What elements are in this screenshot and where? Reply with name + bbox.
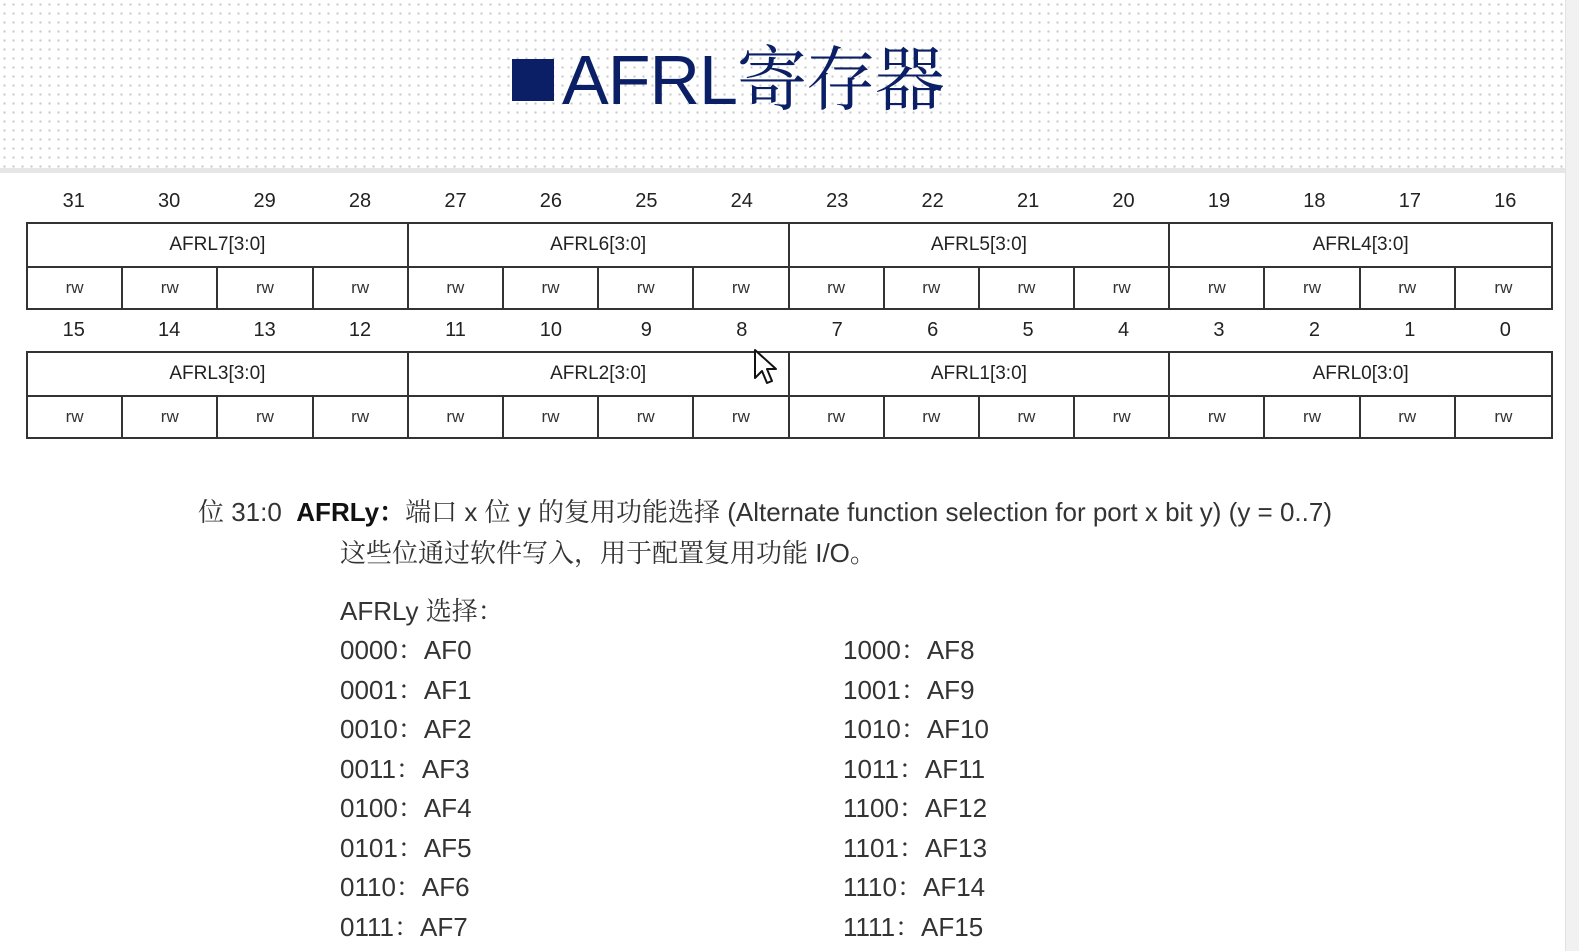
access-cell: rw (409, 268, 504, 308)
access-cell: rw (504, 397, 599, 437)
mapping-item: 1111：AF15 (843, 911, 984, 942)
access-cell: rw (123, 397, 218, 437)
register-table-low (26, 309, 1553, 439)
bit-number: 0 (1499, 318, 1511, 341)
mapping-list-right (843, 631, 989, 947)
access-cell: rw (790, 397, 885, 437)
bit-number-row-high (26, 180, 1553, 222)
field-name-row-high (26, 222, 1553, 266)
bit-number: 19 (1207, 189, 1231, 212)
mapping-item: 1000：AF8 (843, 635, 975, 665)
access-cell: rw (885, 268, 980, 308)
access-cell: rw (314, 268, 409, 308)
access-cell: rw (409, 397, 504, 437)
bit-number: 11 (445, 318, 466, 341)
access-cell: rw (314, 397, 409, 437)
mapping-list-left (340, 631, 472, 947)
register-table-high (26, 180, 1553, 310)
field-name-row-low (26, 351, 1553, 395)
bit-number: 27 (444, 189, 467, 212)
right-edge-strip (1565, 0, 1579, 951)
access-cell: rw (1075, 268, 1170, 308)
field-label: AFRLy： (296, 497, 406, 527)
mapping-item: 1100：AF12 (843, 793, 988, 823)
mapping-item: 1011：AF11 (843, 753, 986, 784)
bit-number: 15 (62, 318, 85, 341)
bit-number: 18 (1303, 189, 1326, 212)
mapping-item: 0000：AF0 (340, 635, 472, 665)
field-name-cell: AFRL7[3:0] (28, 224, 409, 266)
access-cell: rw (694, 397, 789, 437)
title-text: AFRL寄存器 (562, 41, 944, 119)
bit-number: 25 (635, 189, 658, 212)
bit-number: 31 (62, 189, 85, 212)
access-cell: rw (218, 397, 313, 437)
access-cell: rw (1494, 278, 1513, 297)
bit-number: 10 (539, 318, 563, 341)
field-name-cell: AFRL3[3:0] (28, 353, 409, 395)
field-name-cell: AFRL0[3:0] (1312, 363, 1409, 384)
mapping-item: 0011：AF3 (340, 753, 470, 784)
access-cell: rw (1265, 397, 1360, 437)
bit-number: 22 (921, 189, 944, 212)
access-cell: rw (123, 268, 218, 308)
bit-number: 16 (1494, 189, 1517, 212)
access-cell: rw (885, 397, 980, 437)
field-name-cell: AFRL5[3:0] (790, 224, 1171, 266)
field-name-cell: AFRL4[3:0] (1312, 234, 1409, 255)
mapping-item: 0101：AF5 (340, 832, 472, 863)
access-cell: rw (1170, 397, 1265, 437)
bit-number: 14 (158, 318, 181, 341)
mapping-item: 0001：AF1 (340, 674, 472, 705)
bit-number: 1 (1404, 318, 1416, 341)
bit-number: 28 (348, 189, 372, 212)
access-cell: rw (599, 397, 694, 437)
mapping-item: 1010：AF10 (843, 714, 989, 744)
field-description: 端口 x 位 y 的复用功能选择 (Alternate function selection for port x bit y) (y = 0..7) (405, 497, 1332, 527)
access-cell: rw (694, 268, 789, 308)
field-name-cell: AFRL1[3:0] (790, 353, 1171, 395)
access-cell: rw (1494, 407, 1513, 426)
bit-description (198, 493, 1332, 531)
mapping-item: 0111：AF7 (340, 911, 468, 942)
access-row-low (26, 395, 1553, 439)
bit-number: 4 (1117, 318, 1130, 341)
bit-number: 26 (539, 189, 563, 212)
bit-range-label: 位 31:0 (198, 497, 282, 527)
access-cell: rw (28, 397, 123, 437)
access-cell: rw (1170, 268, 1265, 308)
access-cell: rw (28, 268, 123, 308)
bit-number: 12 (348, 318, 372, 341)
mapping-item: 0110：AF6 (340, 872, 470, 902)
bit-number-row-low (26, 309, 1553, 351)
mapping-item: 1110：AF14 (843, 872, 986, 902)
mapping-item: 1101：AF13 (843, 832, 988, 863)
access-cell: rw (980, 268, 1075, 308)
bit-number: 8 (736, 318, 748, 341)
description-detail: 这些位通过软件写入，用于配置复用功能 I/O。 (340, 538, 876, 568)
bit-number: 29 (253, 189, 276, 212)
bit-number: 3 (1213, 318, 1225, 341)
mapping-item: 0010：AF2 (340, 714, 472, 744)
bit-number: 20 (1112, 189, 1135, 212)
bit-number: 23 (826, 189, 849, 212)
bit-number: 24 (730, 189, 753, 212)
access-cell: rw (1361, 268, 1456, 308)
bit-number: 2 (1308, 318, 1320, 341)
mapping-item: 1001：AF9 (843, 674, 975, 705)
title-bullet-square (512, 59, 554, 101)
bit-number: 21 (1016, 189, 1040, 212)
mapping-item: 0100：AF4 (340, 793, 472, 823)
selection-label: AFRLy 选择： (340, 596, 504, 626)
bit-number: 17 (1398, 189, 1421, 212)
access-row-high (26, 266, 1553, 310)
access-cell: rw (1361, 397, 1456, 437)
access-cell: rw (790, 268, 885, 308)
slide-title (512, 38, 944, 122)
field-name-cell: AFRL6[3:0] (409, 224, 790, 266)
bit-number: 13 (253, 318, 276, 341)
access-cell: rw (218, 268, 313, 308)
access-cell: rw (980, 397, 1075, 437)
bit-number: 9 (640, 318, 652, 341)
bit-number: 7 (831, 318, 843, 341)
bit-number: 5 (1022, 318, 1034, 341)
bit-number: 30 (158, 189, 181, 212)
access-cell: rw (599, 268, 694, 308)
bit-number: 6 (927, 318, 939, 341)
access-cell: rw (504, 268, 599, 308)
field-name-cell: AFRL2[3:0] (409, 353, 790, 395)
access-cell: rw (1075, 397, 1170, 437)
mouse-pointer-icon (753, 348, 779, 386)
access-cell: rw (1265, 268, 1360, 308)
